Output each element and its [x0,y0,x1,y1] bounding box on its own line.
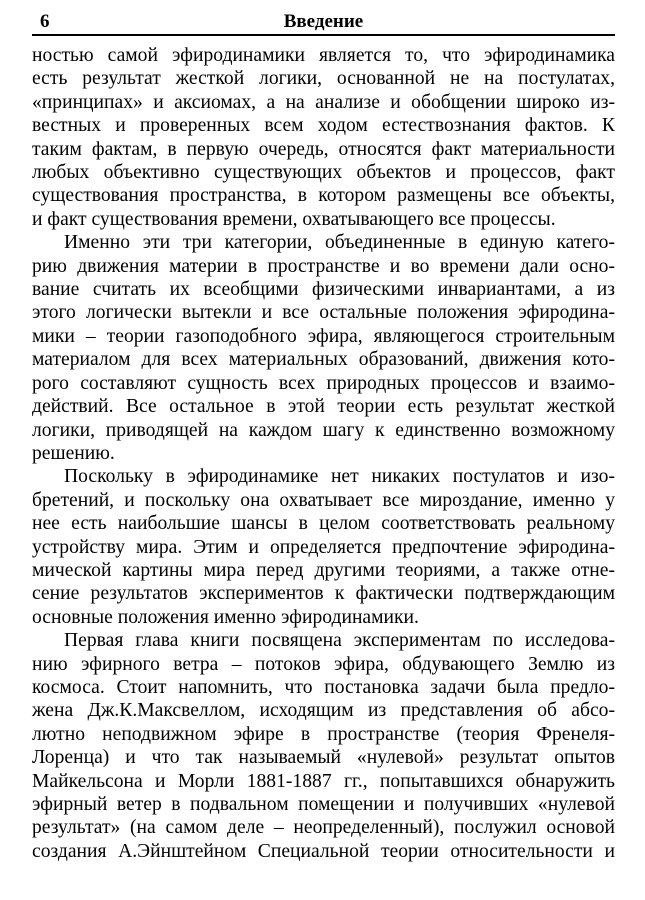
text-line: бретений, и поскольку она охватывает все мироздание, именно у [32,489,615,511]
text-line: материалом для всех материальных образований, движения кото- [32,349,615,371]
paragraph-3 [32,465,615,629]
text-line: таким фактам, в первую очередь, относятся факт материальности [32,138,615,160]
body-text [32,44,615,863]
text-line: Поскольку в эфиродинамике нет никаких постулатов и изо- [64,466,615,488]
text-line: есть результат жесткой логики, основанной не на постулатах, [32,68,615,90]
text-line: нию эфирного ветра – потоков эфира, обдувающего Землю из [32,653,615,675]
paragraph-1 [32,44,615,231]
text-line: рию движения материи в пространстве и во времени дали осно- [32,255,615,277]
text-line: мической картины мира перед другими теориями, а также отне- [32,559,615,581]
text-line: создания А.Эйнштейном Специальной теории относительности и [32,840,615,862]
text-line: мики – теории газоподобного эфира, являющегося строительным [32,325,615,347]
text-line: Именно эти три категории, объединенные в единую катего- [64,232,615,254]
text-line: вестных и проверенных всем ходом естествознания фактов. К [32,115,615,137]
text-line: основные положения именно эфиродинамики. [32,606,419,628]
text-line: Майкельсона и Морли 1881-1887 гг., попытавшихся обнаружить [32,770,615,792]
text-line: вание считать их всеобщими физическими инвариантами, а из [32,279,615,301]
text-line: Лоренца) и что так называемый «нулевой» результат опытов [32,747,615,769]
text-line: сение результатов экспериментов к фактически подтверждающим [32,583,615,605]
page-header [32,8,615,36]
text-line: эфирный ветер в подвальном помещении и получивших «нулевой [32,794,615,815]
running-title: Введение [283,11,364,32]
text-line: и факт существования времени, охватывающего все процессы. [32,208,556,230]
text-line: результат» (на самом деле – неопределенный), послужил основой [32,817,615,839]
paragraph-2 [32,231,615,465]
text-line: этого логически вытекли и все остальные положения эфиродина- [32,302,615,324]
text-line: «принципах» и аксиомах, а на анализе и обобщении широко из- [32,91,615,113]
text-line: нее есть наибольшие шансы в целом соответствовать реальному [32,513,615,535]
text-line: решению. [32,442,115,464]
page-number: 6 [40,11,50,32]
text-line: Первая глава книги посвящена экспериментам по исследова- [64,630,615,652]
text-line: космоса. Стоит напомнить, что постановка задачи была предло- [32,676,615,698]
text-line: устройству мира. Этим и определяется предпочтение эфиродина- [32,536,615,558]
text-line: существования пространства, в котором размещены все объекты, [32,185,615,207]
text-line: любых объективно существующих объектов и процессов, факт [32,162,615,184]
text-line: логики, приводящей на каждом шагу к единственно возможному [32,419,615,441]
text-line: рого составляют сущность всех природных процессов и взаимо- [32,372,615,394]
text-line: жена Дж.К.Максвеллом, исходящим из представления об абсо- [32,700,615,722]
text-line: лютно неподвижном эфире в пространстве (теория Френеля- [32,723,615,745]
paragraph-4 [32,629,615,863]
text-line: ностью самой эфиродинамики является то, что эфиродинамика [32,45,615,66]
text-line: действий. Все остальное в этой теории есть результат жесткой [32,396,615,418]
